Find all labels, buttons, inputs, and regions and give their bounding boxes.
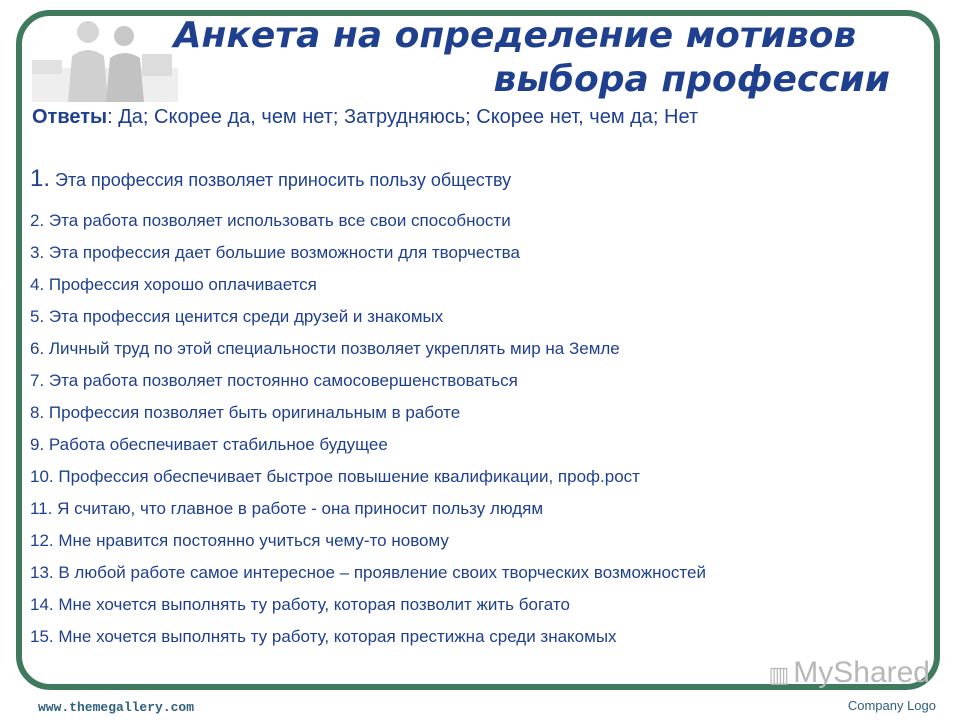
answers-line <box>32 104 932 130</box>
question-item: 6. Личный труд по этой специальности позволяет укреплять мир на Земле <box>30 339 620 358</box>
question-item: 3. Эта профессия дает большие возможности для творчества <box>30 243 520 262</box>
question-number: 1. <box>30 165 51 192</box>
title-line-1: Анкета на определение мотивов <box>173 15 857 56</box>
question-item: 10. Профессия обеспечивает быстрое повышение квалификации, проф.рост <box>30 467 640 486</box>
answers-label: Ответы <box>32 106 108 128</box>
title-line-2: выбора профессии <box>493 59 890 100</box>
footer-url: www.themegallery.com <box>38 700 195 715</box>
question-item: 5. Эта профессия ценится среди друзей и знакомых <box>30 307 444 326</box>
question-item: 12. Мне нравится постоянно учиться чему-то новому <box>30 531 449 550</box>
question-item: 15. Мне хочется выполнять ту работу, которая престижна среди знакомых <box>30 627 617 646</box>
myshared-watermark <box>768 656 930 690</box>
answers-options: : Да; Скорее да, чем нет; Затрудняюсь; Скорее нет, чем да; Нет <box>107 106 699 128</box>
question-item: 13. В любой работе самое интересное – проявление своих творческих возможностей <box>30 563 706 582</box>
question-text: Эта профессия позволяет приносить пользу обществу <box>50 170 512 190</box>
question-list <box>30 160 860 647</box>
building-icon: ▥ <box>768 662 790 687</box>
question-item: 9. Работа обеспечивает стабильное будущее <box>30 435 388 454</box>
question-item: 7. Эта работа позволяет постоянно самосовершенствоваться <box>30 371 518 390</box>
slide-title <box>150 14 890 102</box>
question-item: 2. Эта работа позволяет использовать все свои способности <box>30 211 511 230</box>
question-item: 14. Мне хочется выполнять ту работу, которая позволит жить богато <box>30 595 570 614</box>
question-item: 11. Я считаю, что главное в работе - она приносит пользу людям <box>30 499 544 518</box>
footer-company-logo: Company Logo <box>847 698 936 713</box>
watermark-text: MyShared <box>793 656 930 689</box>
question-item: 4. Профессия хорошо оплачивается <box>30 275 317 294</box>
question-item <box>30 160 860 199</box>
question-item: 8. Профессия позволяет быть оригинальным в работе <box>30 403 461 422</box>
